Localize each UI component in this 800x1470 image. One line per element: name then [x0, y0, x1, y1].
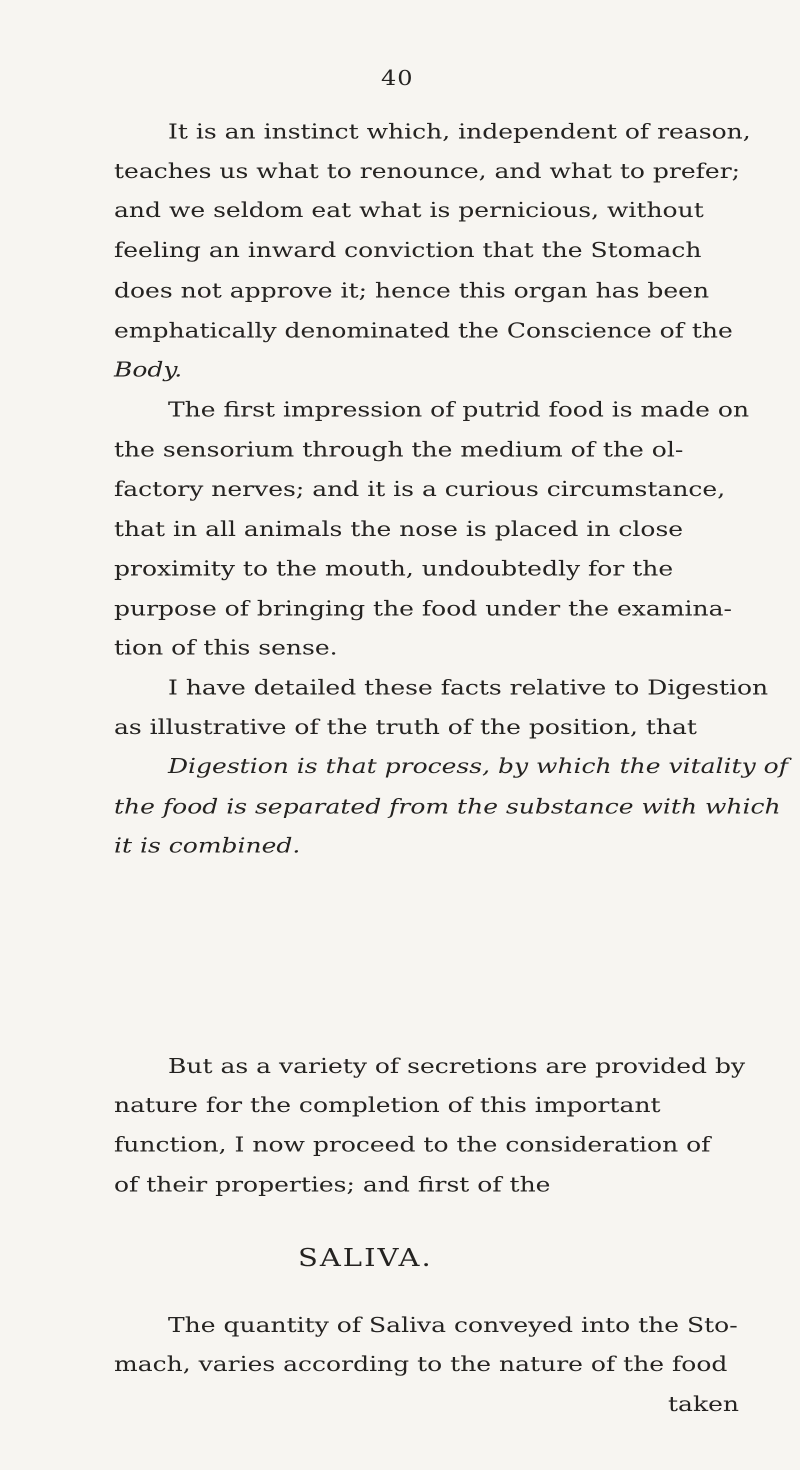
text-line: tion of this sense.: [114, 635, 338, 660]
text-line: purpose of bringing the food under the examina-: [114, 596, 732, 621]
text-line: The quantity of Saliva conveyed into the Sto-: [168, 1312, 738, 1337]
text-line: teaches us what to renounce, and what to prefer;: [114, 158, 741, 183]
text-line: function, I now proceed to the consideration of: [114, 1132, 711, 1157]
text-line: I have detailed these facts relative to Digestion: [168, 675, 769, 700]
text-line: as illustrative of the truth of the position, that: [114, 714, 697, 739]
text-line: nature for the completion of this important: [114, 1093, 661, 1118]
text-line: Body.: [114, 357, 183, 382]
text-line: the sensorium through the medium of the ol-: [114, 437, 684, 462]
page-number: 40: [381, 66, 414, 91]
text-line: of their properties; and first of the: [114, 1172, 551, 1197]
text-line: It is an instinct which, independent of reason,: [168, 119, 751, 144]
text-line: it is combined.: [114, 833, 301, 858]
text-line: The first impression of putrid food is made on: [168, 397, 750, 422]
section-heading: SALIVA.: [298, 1243, 433, 1272]
text-line: proximity to the mouth, undoubtedly for the: [114, 556, 674, 581]
text-line: does not approve it; hence this organ has been: [114, 278, 710, 303]
text-line: But as a variety of secretions are provided by: [168, 1053, 746, 1078]
text-line: mach, varies according to the nature of the food: [114, 1351, 728, 1377]
text-line: feeling an inward conviction that the Stomach: [114, 237, 702, 263]
text-line: that in all animals the nose is placed in close: [114, 516, 684, 542]
text-line: Digestion is that process, by which the vitality of: [168, 754, 788, 779]
text-line: factory nerves; and it is a curious circumstance,: [114, 476, 726, 501]
text-line: emphatically denominated the Conscience of the: [114, 318, 733, 343]
text-line: the food is separated from the substance with which: [114, 794, 781, 819]
catchword: taken: [668, 1391, 739, 1417]
text-line: and we seldom eat what is pernicious, without: [114, 197, 704, 223]
